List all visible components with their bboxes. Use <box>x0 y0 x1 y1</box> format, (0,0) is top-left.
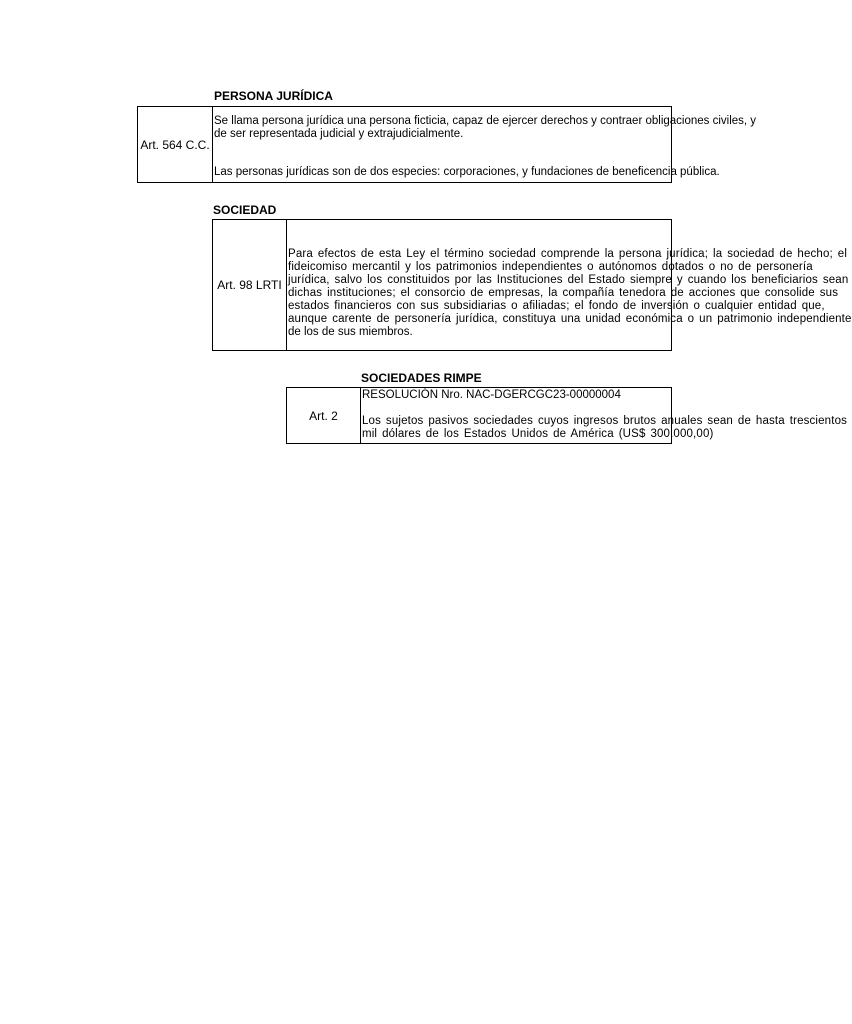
article-cell-2: Art. 2 <box>286 387 361 444</box>
resolution-line: RESOLUCIÓN Nro. NAC-DGERCGC23-00000004 <box>362 389 621 401</box>
article-cell-98-lrti: Art. 98 LRTI <box>212 219 287 351</box>
text-line: mil dólares de los Estados Unidos de América (US$ 300.000,00) <box>362 428 714 440</box>
text-line: Los sujetos pasivos sociedades cuyos ingresos brutos anuales sean de hasta trescientos <box>362 415 848 427</box>
text-line: dichas instituciones; el consorcio de empresas, la compañía tenedora de acciones que consolide sus <box>288 287 839 299</box>
text-line: Las personas jurídicas son de dos especies: corporaciones, y fundaciones de beneficencia pública. <box>214 166 720 178</box>
text-line: Se llama persona jurídica una persona ficticia, capaz de ejercer derechos y contraer obligaciones civiles, y <box>214 115 757 127</box>
section-title-persona-juridica: PERSONA JURÍDICA <box>214 89 333 103</box>
text-line: aunque carente de personería jurídica, constituya una unidad económica o un patrimonio independiente <box>288 313 852 325</box>
section-title-sociedad: SOCIEDAD <box>213 203 277 217</box>
section-title-sociedades-rimpe: SOCIEDADES RIMPE <box>361 371 482 385</box>
text-line: de los de sus miembros. <box>288 326 413 338</box>
text-line: Para efectos de esta Ley el término sociedad comprende la persona jurídica; la sociedad de hecho; el <box>288 248 848 260</box>
text-line: estados financieros con sus subsidiarias o afiliadas; el fondo de inversión o cualquier entidad que, <box>288 300 825 312</box>
article-cell-564: Art. 564 C.C. <box>137 106 213 183</box>
text-line: jurídica, salvo los constituidos por las Instituciones del Estado siempre y cuando los beneficiarios sean <box>288 274 849 286</box>
text-line: fideicomiso mercantil y los patrimonios independientes o autónomos dotados o no de personería <box>288 261 813 273</box>
text-line: de ser representada judicial y extrajudicialmente. <box>214 128 464 140</box>
